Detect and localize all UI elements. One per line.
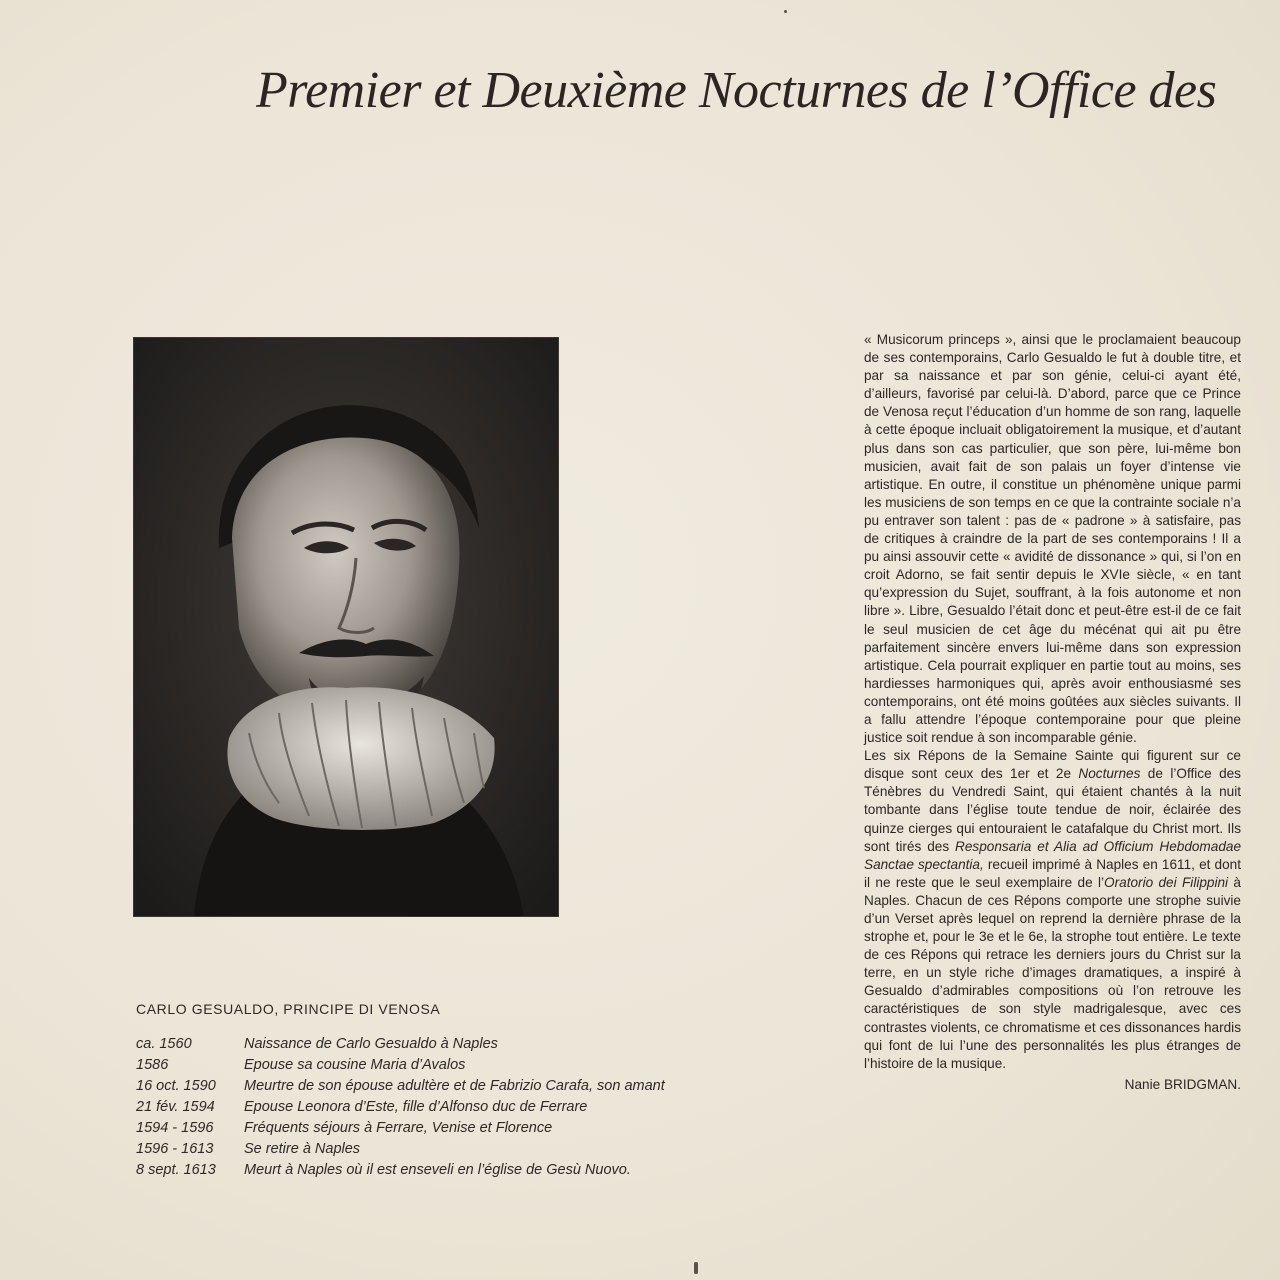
essay-italic-run: Responsaria et Alia ad Officium Hebdomadae Sanctae spectantia, bbox=[864, 838, 1241, 872]
chronology-event: Se retire à Naples bbox=[244, 1141, 361, 1157]
paper-speck bbox=[694, 1262, 698, 1274]
chronology-row bbox=[136, 1034, 736, 1055]
author-signature: Nanie BRIDGMAN. bbox=[1124, 1076, 1241, 1092]
chronology-date: 1596 - 1613 bbox=[136, 1141, 214, 1157]
chronology-row bbox=[136, 1139, 736, 1160]
chronology-date: 1594 - 1596 bbox=[136, 1120, 214, 1136]
portrait-caption: CARLO GESUALDO, PRINCIPE DI VENOSA bbox=[136, 1001, 441, 1017]
essay-text bbox=[864, 331, 1241, 1094]
chronology-date: 16 oct. 1590 bbox=[136, 1078, 216, 1094]
chronology-date: ca. 1560 bbox=[136, 1036, 192, 1052]
essay-italic-run: Nocturnes bbox=[1078, 766, 1141, 782]
essay-text-run: Les six Répons de la Semaine Sainte qui figurent sur ce disque sont ceux des 1er et 2e bbox=[864, 748, 1241, 782]
page-title: Premier et Deuxième Nocturnes de l’Office des bbox=[256, 62, 1217, 119]
essay-paragraph-2 bbox=[864, 747, 1241, 1073]
portrait-image bbox=[134, 338, 558, 916]
chronology-event: Naissance de Carlo Gesualdo à Naples bbox=[244, 1036, 498, 1052]
chronology-date: 8 sept. 1613 bbox=[136, 1162, 216, 1178]
essay-text-run: à Naples. Chacun de ces Répons comporte une strophe suivie d’un Verset après lequel on reprend la dernière phrase de la strophe et, pour le 3e et le 6e, la strophe tout entière. Le texte de ces Répons qui retrace les derniers jours du Christ sur la terre, en un style riche d’images dramatiques, a inspiré à Gesualdo d’admirables compositions où l’on retrouve les caractéristiques de son style madrigalesque, avec ces contrastes violents, ce chromatisme et ces dissonances hardis qui font de lui l’une des personnalités les plus étranges de l’histoire de la musique. bbox=[864, 874, 1241, 1071]
chronology-date: 21 fév. 1594 bbox=[136, 1099, 215, 1115]
portrait-illustration bbox=[134, 338, 558, 916]
essay-italic-run: Oratorio dei Filippini bbox=[1104, 874, 1229, 890]
chronology-event: Epouse sa cousine Maria d’Avalos bbox=[244, 1057, 466, 1073]
chronology-row bbox=[136, 1097, 736, 1118]
chronology-event: Fréquents séjours à Ferrare, Venise et Florence bbox=[244, 1120, 553, 1136]
chronology-event: Meurtre de son épouse adultère et de Fabrizio Carafa, son amant bbox=[244, 1078, 665, 1094]
chronology-row bbox=[136, 1076, 736, 1097]
chronology-row bbox=[136, 1055, 736, 1076]
chronology-date: 1586 bbox=[136, 1057, 169, 1073]
chronology-list bbox=[136, 1034, 736, 1181]
chronology-event: Meurt à Naples où il est enseveli en l’église de Gesù Nuovo. bbox=[244, 1162, 631, 1178]
essay-text-run: recueil imprimé à Naples en 1611, et dont il ne reste que le seul exemplaire de l’ bbox=[864, 856, 1241, 890]
chronology-row bbox=[136, 1118, 736, 1139]
chronology-event: Epouse Leonora d’Este, fille d’Alfonso duc de Ferrare bbox=[244, 1099, 588, 1115]
essay-paragraph-1: « Musicorum princeps », ainsi que le proclamaient beaucoup de ses contemporains, Carlo Gesualdo le fut à double titre, et par sa naissance et par son génie, celui-ci ayant été, d’ailleurs, favorisé par celui-là. D’abord, parce que ce Prince de Venosa reçut l’éducation d’un homme de son rang, laquelle à cette époque incluait obligatoirement la musique, et d’autant plus dans son cas particulier, que son père, lui-même bon musicien, avait fait de son palais un foyer d’intense vie artistique. En outre, il constitue un phénomène unique parmi les musiciens de son temps en ce que la contrainte sociale n’a pu entraver son talent : pas de « padrone » à satisfaire, pas de critiques à craindre de la part de ses contemporains ! Il a pu ainsi assouvir cette « avidité de dissonance » qui, si l’on en croit Adorno, se fait sentir depuis le XVIe siècle, « en tant qu’expression du Sujet, souffrant, à la fois autonome et non libre ». Libre, Gesualdo l’était donc et peut-être est-il de ce fait le seul musicien de cet âge du mécénat qui ait pu être parfaitement sincère envers lui-même dans son expression artistique. Cela pourrait expliquer en partie tout au moins, ses hardiesses harmoniques qui, après avoir enthousiasmé ses contemporains, ont été moins goûtées aux siècles suivants. Il a fallu attendre l’époque contemporaine pour que pleine justice soit rendue à son incomparable génie. bbox=[864, 332, 1241, 746]
paper-speck bbox=[784, 10, 787, 13]
chronology-row bbox=[136, 1160, 736, 1181]
essay-text-run: de l’Office des Ténèbres du Vendredi Saint, qui étaient chantés à la nuit tombante dans l’église toute tendue de noir, éclairée des quinze cierges qui entouraient le catafalque du Christ mort. Ils sont tirés des bbox=[864, 766, 1241, 854]
